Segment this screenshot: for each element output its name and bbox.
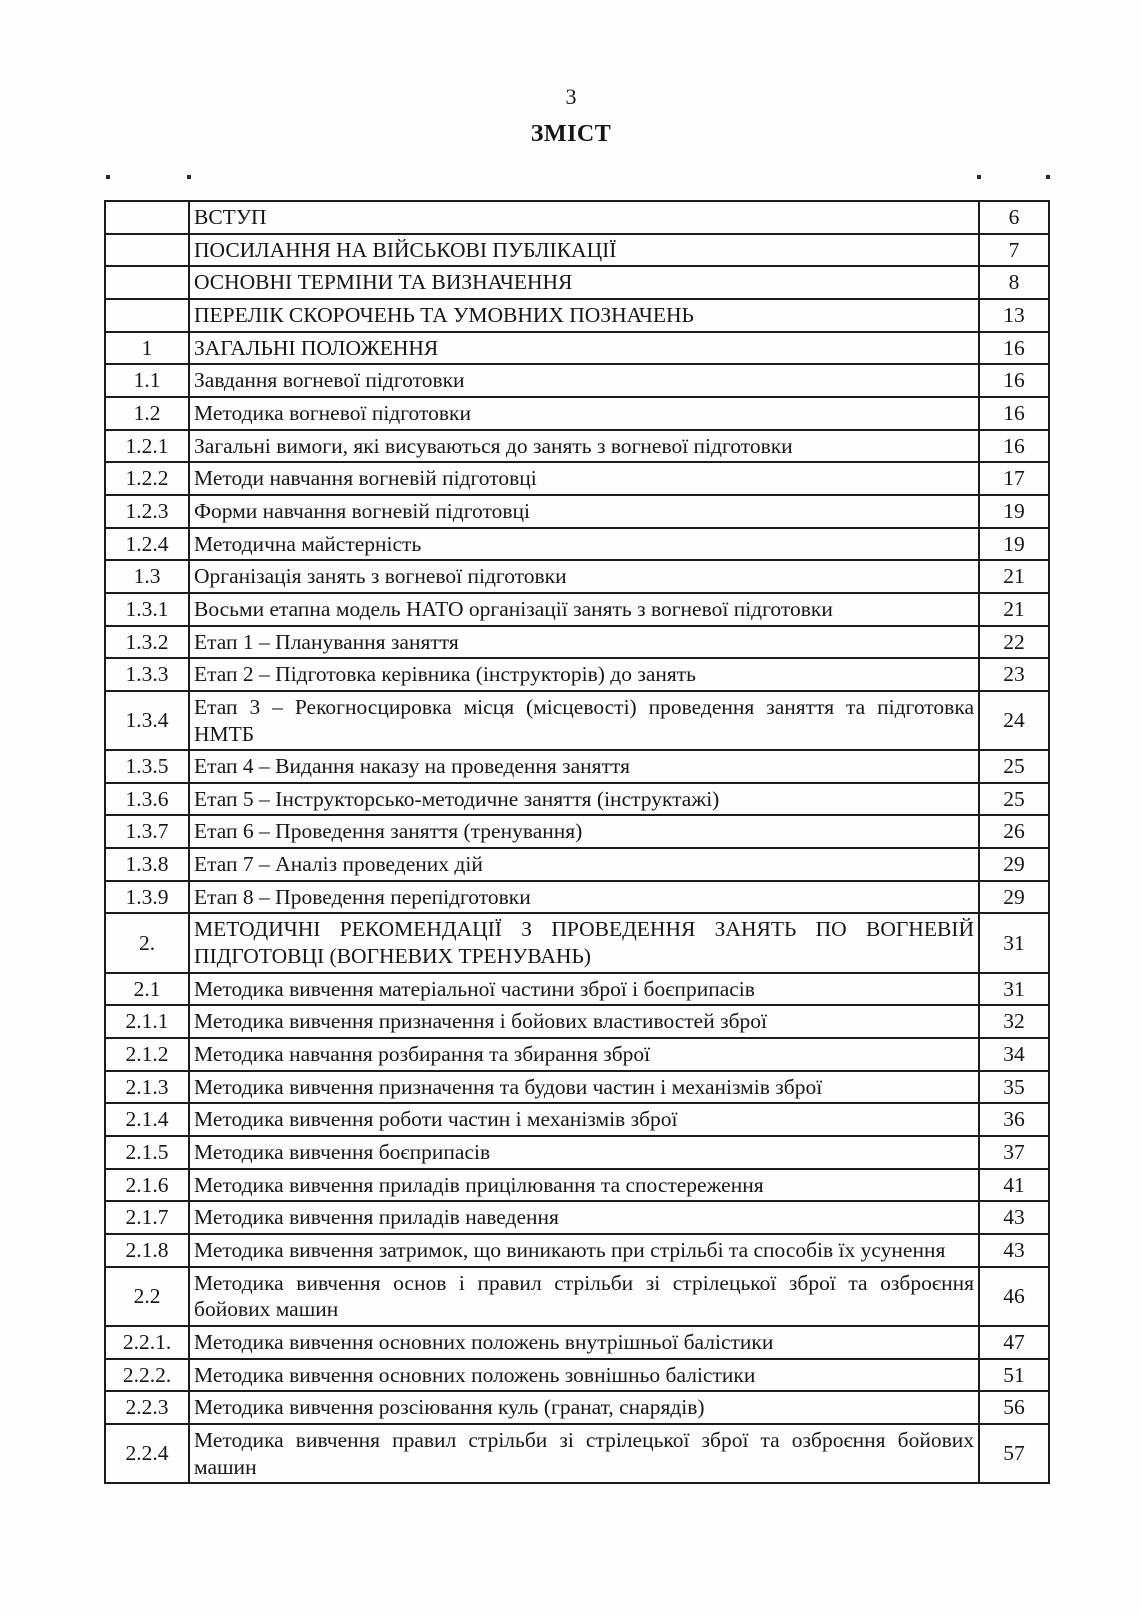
toc-row: [105, 626, 1049, 659]
scan-artifact-dot: [187, 175, 191, 179]
entry-number: 1.3: [105, 560, 189, 593]
entry-number: [105, 234, 189, 267]
entry-title: Методика вогневої підготовки: [189, 397, 979, 430]
entry-title: ВСТУП: [189, 201, 979, 234]
toc-row: [105, 1136, 1049, 1169]
entry-page: 37: [979, 1136, 1049, 1169]
toc-row: [105, 783, 1049, 816]
entry-number: 1.3.4: [105, 691, 189, 750]
entry-title: Методика вивчення призначення та будови частин і механізмів зброї: [189, 1071, 979, 1104]
entry-number: 2.1.7: [105, 1201, 189, 1234]
toc-row: [105, 691, 1049, 750]
entry-number: 1.2.2: [105, 462, 189, 495]
entry-page: 35: [979, 1071, 1049, 1104]
toc-row: [105, 1391, 1049, 1424]
entry-page: 32: [979, 1005, 1049, 1038]
entry-title: ПЕРЕЛІК СКОРОЧЕНЬ ТА УМОВНИХ ПОЗНАЧЕНЬ: [189, 299, 979, 332]
entry-title: Восьми етапна модель НАТО організації занять з вогневої підготовки: [189, 593, 979, 626]
entry-title: Етап 2 – Підготовка керівника (інструкторів) до занять: [189, 658, 979, 691]
toc-row: [105, 1005, 1049, 1038]
entry-title: Методика навчання розбирання та збирання зброї: [189, 1038, 979, 1071]
toc-row: [105, 1326, 1049, 1359]
entry-number: [105, 201, 189, 234]
entry-page: 25: [979, 750, 1049, 783]
entry-title: ОСНОВНІ ТЕРМІНИ ТА ВИЗНАЧЕННЯ: [189, 266, 979, 299]
toc-row: [105, 299, 1049, 332]
entry-title: Методика вивчення розсіювання куль (гранат, снарядів): [189, 1391, 979, 1424]
entry-number: 2.2.4: [105, 1424, 189, 1483]
scan-artifact-dot: [106, 175, 110, 179]
entry-number: 1.2: [105, 397, 189, 430]
toc-row: [105, 462, 1049, 495]
scan-artifact-dot: [1046, 175, 1050, 179]
entry-number: 1.3.9: [105, 881, 189, 914]
entry-title: Методика вивчення основ і правил стрільби зі стрілецької зброї та озброєння бойових машин: [189, 1267, 979, 1326]
entry-title: ЗАГАЛЬНІ ПОЛОЖЕННЯ: [189, 332, 979, 365]
entry-number: 1.3.2: [105, 626, 189, 659]
toc-row: [105, 397, 1049, 430]
entry-title: Форми навчання вогневій підготовці: [189, 495, 979, 528]
toc-row: [105, 1359, 1049, 1392]
entry-page: 25: [979, 783, 1049, 816]
toc-row: [105, 973, 1049, 1006]
entry-page: 21: [979, 593, 1049, 626]
entry-number: 1: [105, 332, 189, 365]
entry-title: Етап 5 – Інструкторсько-методичне заняття (інструктажі): [189, 783, 979, 816]
entry-page: 16: [979, 364, 1049, 397]
entry-number: 1.2.4: [105, 528, 189, 561]
toc-row: [105, 1201, 1049, 1234]
toc-table: [104, 200, 1050, 1484]
toc-row: [105, 560, 1049, 593]
toc-row: [105, 1071, 1049, 1104]
entry-page: 7: [979, 234, 1049, 267]
entry-page: 43: [979, 1234, 1049, 1267]
entry-title: Методика вивчення призначення і бойових властивостей зброї: [189, 1005, 979, 1038]
entry-page: 43: [979, 1201, 1049, 1234]
entry-number: 2.1.2: [105, 1038, 189, 1071]
entry-number: 1.3.3: [105, 658, 189, 691]
entry-page: 17: [979, 462, 1049, 495]
toc-row: [105, 201, 1049, 234]
entry-page: 22: [979, 626, 1049, 659]
entry-page: 46: [979, 1267, 1049, 1326]
entry-title: Методика вивчення затримок, що виникають при стрільбі та способів їх усунення: [189, 1234, 979, 1267]
entry-page: 34: [979, 1038, 1049, 1071]
toc-row: [105, 1103, 1049, 1136]
entry-number: 1.3.8: [105, 848, 189, 881]
toc-row: [105, 364, 1049, 397]
entry-number: 2.1: [105, 973, 189, 1006]
entry-page: 24: [979, 691, 1049, 750]
page-number: 3: [565, 84, 577, 109]
entry-page: 21: [979, 560, 1049, 593]
toc-row: [105, 750, 1049, 783]
toc-row: [105, 815, 1049, 848]
toc-row: [105, 495, 1049, 528]
entry-title: Методична майстерність: [189, 528, 979, 561]
entry-page: 56: [979, 1391, 1049, 1424]
entry-number: 2.1.4: [105, 1103, 189, 1136]
toc-table-body: [105, 201, 1049, 1483]
entry-number: [105, 266, 189, 299]
entry-page: 13: [979, 299, 1049, 332]
entry-title: Етап 4 – Видання наказу на проведення заняття: [189, 750, 979, 783]
entry-page: 16: [979, 397, 1049, 430]
toc-row: [105, 266, 1049, 299]
toc-row: [105, 332, 1049, 365]
entry-title: Методика вивчення основних положень зовнішньо балістики: [189, 1359, 979, 1392]
entry-page: 16: [979, 332, 1049, 365]
page-title: ЗМІСТ: [530, 121, 612, 147]
entry-title: ПОСИЛАННЯ НА ВІЙСЬКОВІ ПУБЛІКАЦІЇ: [189, 234, 979, 267]
entry-number: 2.2.2.: [105, 1359, 189, 1392]
toc-row: [105, 913, 1049, 972]
toc-row: [105, 1038, 1049, 1071]
entry-page: 26: [979, 815, 1049, 848]
toc-row: [105, 528, 1049, 561]
toc-row: [105, 1424, 1049, 1483]
entry-title: Етап 6 – Проведення заняття (тренування): [189, 815, 979, 848]
entry-page: 51: [979, 1359, 1049, 1392]
entry-title: Організація занять з вогневої підготовки: [189, 560, 979, 593]
entry-title: Етап 7 – Аналіз проведених дій: [189, 848, 979, 881]
entry-number: 2.1.8: [105, 1234, 189, 1267]
toc-row: [105, 1169, 1049, 1202]
toc-row: [105, 1234, 1049, 1267]
entry-number: [105, 299, 189, 332]
entry-number: 1.3.7: [105, 815, 189, 848]
entry-number: 2.1.3: [105, 1071, 189, 1104]
entry-number: 2.1.1: [105, 1005, 189, 1038]
toc-row: [105, 1267, 1049, 1326]
entry-title: Методика вивчення правил стрільби зі стрілецької зброї та озброєння бойових машин: [189, 1424, 979, 1483]
entry-number: 2.2.1.: [105, 1326, 189, 1359]
entry-number: 1.3.1: [105, 593, 189, 626]
entry-page: 23: [979, 658, 1049, 691]
entry-page: 31: [979, 973, 1049, 1006]
entry-number: 2.: [105, 913, 189, 972]
entry-title: Методика вивчення основних положень внутрішньої балістики: [189, 1326, 979, 1359]
entry-number: 1.3.6: [105, 783, 189, 816]
entry-page: 16: [979, 430, 1049, 463]
entry-number: 2.1.5: [105, 1136, 189, 1169]
toc-row: [105, 881, 1049, 914]
entry-page: 19: [979, 495, 1049, 528]
toc-row: [105, 234, 1049, 267]
entry-title: Загальні вимоги, які висуваються до занять з вогневої підготовки: [189, 430, 979, 463]
entry-number: 1.2.3: [105, 495, 189, 528]
entry-title: Методика вивчення приладів прицілювання та спостереження: [189, 1169, 979, 1202]
entry-title: Методика вивчення матеріальної частини зброї і боєприпасів: [189, 973, 979, 1006]
entry-page: 57: [979, 1424, 1049, 1483]
entry-title: Етап 8 – Проведення перепідготовки: [189, 881, 979, 914]
entry-title: Методика вивчення боєприпасів: [189, 1136, 979, 1169]
entry-number: 2.2: [105, 1267, 189, 1326]
entry-number: 1.3.5: [105, 750, 189, 783]
entry-title: Етап 3 – Рекогносцировка місця (місцевості) проведення заняття та підготовка НМТБ: [189, 691, 979, 750]
entry-title: Методика вивчення роботи частин і механізмів зброї: [189, 1103, 979, 1136]
entry-number: 1.1: [105, 364, 189, 397]
entry-number: 2.2.3: [105, 1391, 189, 1424]
toc-row: [105, 430, 1049, 463]
toc-row: [105, 658, 1049, 691]
entry-page: 8: [979, 266, 1049, 299]
entry-page: 6: [979, 201, 1049, 234]
entry-title: Етап 1 – Планування заняття: [189, 626, 979, 659]
entry-title: МЕТОДИЧНІ РЕКОМЕНДАЦІЇ З ПРОВЕДЕННЯ ЗАНЯТЬ ПО ВОГНЕВІЙ ПІДГОТОВЦІ (ВОГНЕВИХ ТРЕНУВАНЬ): [189, 913, 979, 972]
entry-page: 36: [979, 1103, 1049, 1136]
entry-page: 47: [979, 1326, 1049, 1359]
entry-page: 29: [979, 848, 1049, 881]
entry-number: 1.2.1: [105, 430, 189, 463]
entry-title: Завдання вогневої підготовки: [189, 364, 979, 397]
entry-page: 41: [979, 1169, 1049, 1202]
entry-page: 19: [979, 528, 1049, 561]
toc-row: [105, 593, 1049, 626]
entry-title: Методи навчання вогневій підготовці: [189, 462, 979, 495]
entry-number: 2.1.6: [105, 1169, 189, 1202]
entry-page: 29: [979, 881, 1049, 914]
entry-page: 31: [979, 913, 1049, 972]
scan-artifact-dot: [977, 175, 981, 179]
toc-row: [105, 848, 1049, 881]
entry-title: Методика вивчення приладів наведення: [189, 1201, 979, 1234]
